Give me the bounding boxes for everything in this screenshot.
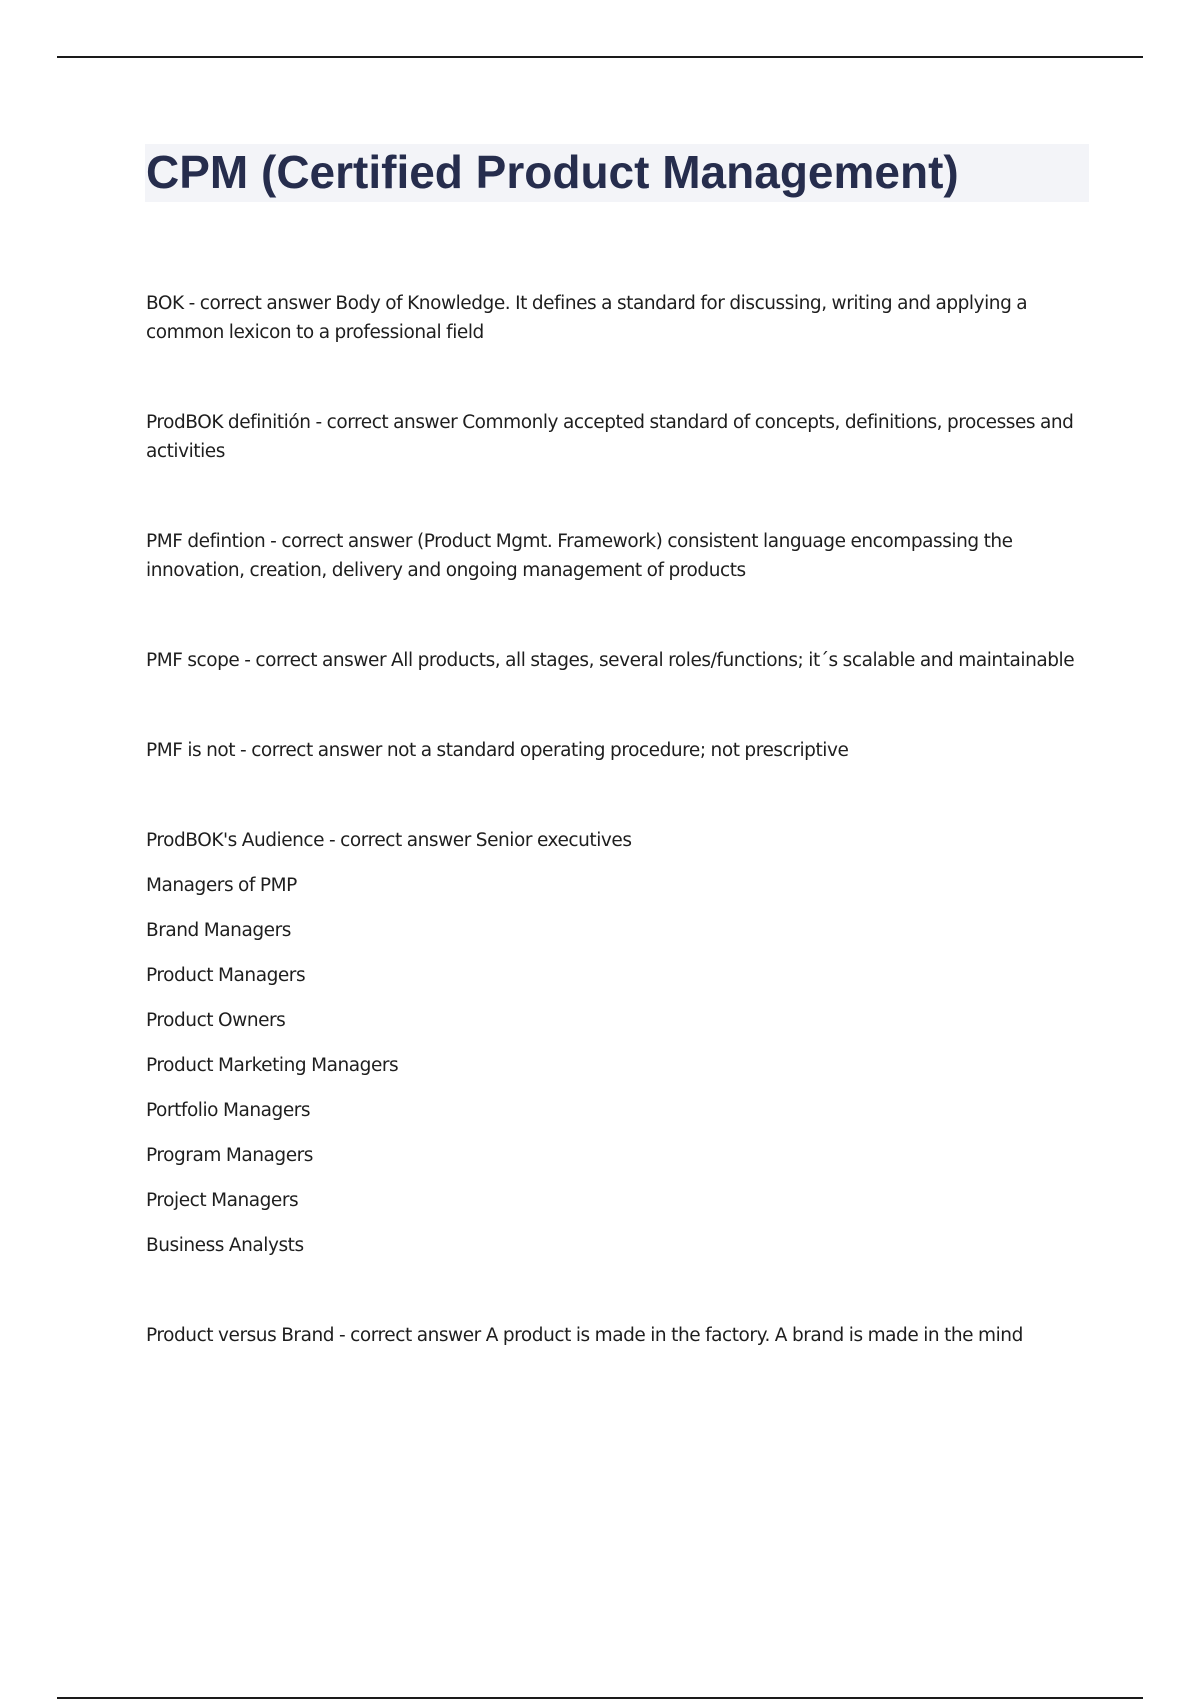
entry-answer: Senior executives [475, 830, 632, 851]
entry-term: PMF is not [146, 740, 236, 761]
answer-list-line: Project Managers [146, 1190, 299, 1211]
entry-answer: Commonly accepted standard of concepts, definitions, processes and activities [146, 412, 1074, 462]
entry-separator: - correct answer [324, 830, 476, 851]
entry-separator: - correct answer [239, 650, 392, 671]
entry-term: PMF scope [146, 650, 240, 671]
answer-list-line: Product Owners [146, 1010, 286, 1031]
answer-list-line: Product Managers [146, 965, 306, 986]
entry-answer: Body of Knowledge. It defines a standard for discussing, writing and applying a common lexicon to a professional field [146, 293, 1028, 343]
flashcard-entry [146, 527, 1086, 585]
answer-list-line: Business Analysts [146, 1235, 304, 1256]
page-title: CPM (Certified Product Management) [146, 146, 959, 198]
bottom-rule [57, 1697, 1143, 1699]
flashcard-entry [146, 646, 1086, 675]
entry-answer: (Product Mgmt. Framework) consistent language encompassing the innovation, creation, delivery and ongoing management of products [146, 531, 1013, 581]
entry-term: Product versus Brand [146, 1325, 335, 1346]
flashcard-entry [146, 1321, 1086, 1350]
entry-term: ProdBOK definitión [146, 412, 311, 433]
entry-answer: A product is made in the factory. A brand is made in the mind [485, 1325, 1023, 1346]
answer-list-line: Portfolio Managers [146, 1100, 311, 1121]
entry-answer: All products, all stages, several roles/functions; it´s scalable and maintainable [391, 650, 1075, 671]
entry-answer: not a standard operating procedure; not prescriptive [386, 740, 849, 761]
entry-term: BOK [146, 293, 184, 314]
entry-separator: - correct answer [334, 1325, 486, 1346]
answer-list-line: Managers of PMP [146, 875, 297, 896]
flashcard-entry [146, 826, 1086, 1260]
entry-separator: - correct answer [265, 531, 417, 552]
entry-term: PMF defintion [146, 531, 266, 552]
entry-separator: - correct answer [183, 293, 336, 314]
flashcard-entry [146, 408, 1086, 466]
answer-list-line: Program Managers [146, 1145, 313, 1166]
top-rule [57, 56, 1143, 58]
entry-separator: - correct answer [310, 412, 463, 433]
flashcard-entry [146, 289, 1086, 347]
entry-term: ProdBOK's Audience [146, 830, 325, 851]
entry-separator: - correct answer [235, 740, 387, 761]
answer-list-line: Product Marketing Managers [146, 1055, 399, 1076]
flashcard-list [146, 289, 1086, 1350]
answer-list-line: Brand Managers [146, 920, 291, 941]
flashcard-entry [146, 736, 1086, 765]
